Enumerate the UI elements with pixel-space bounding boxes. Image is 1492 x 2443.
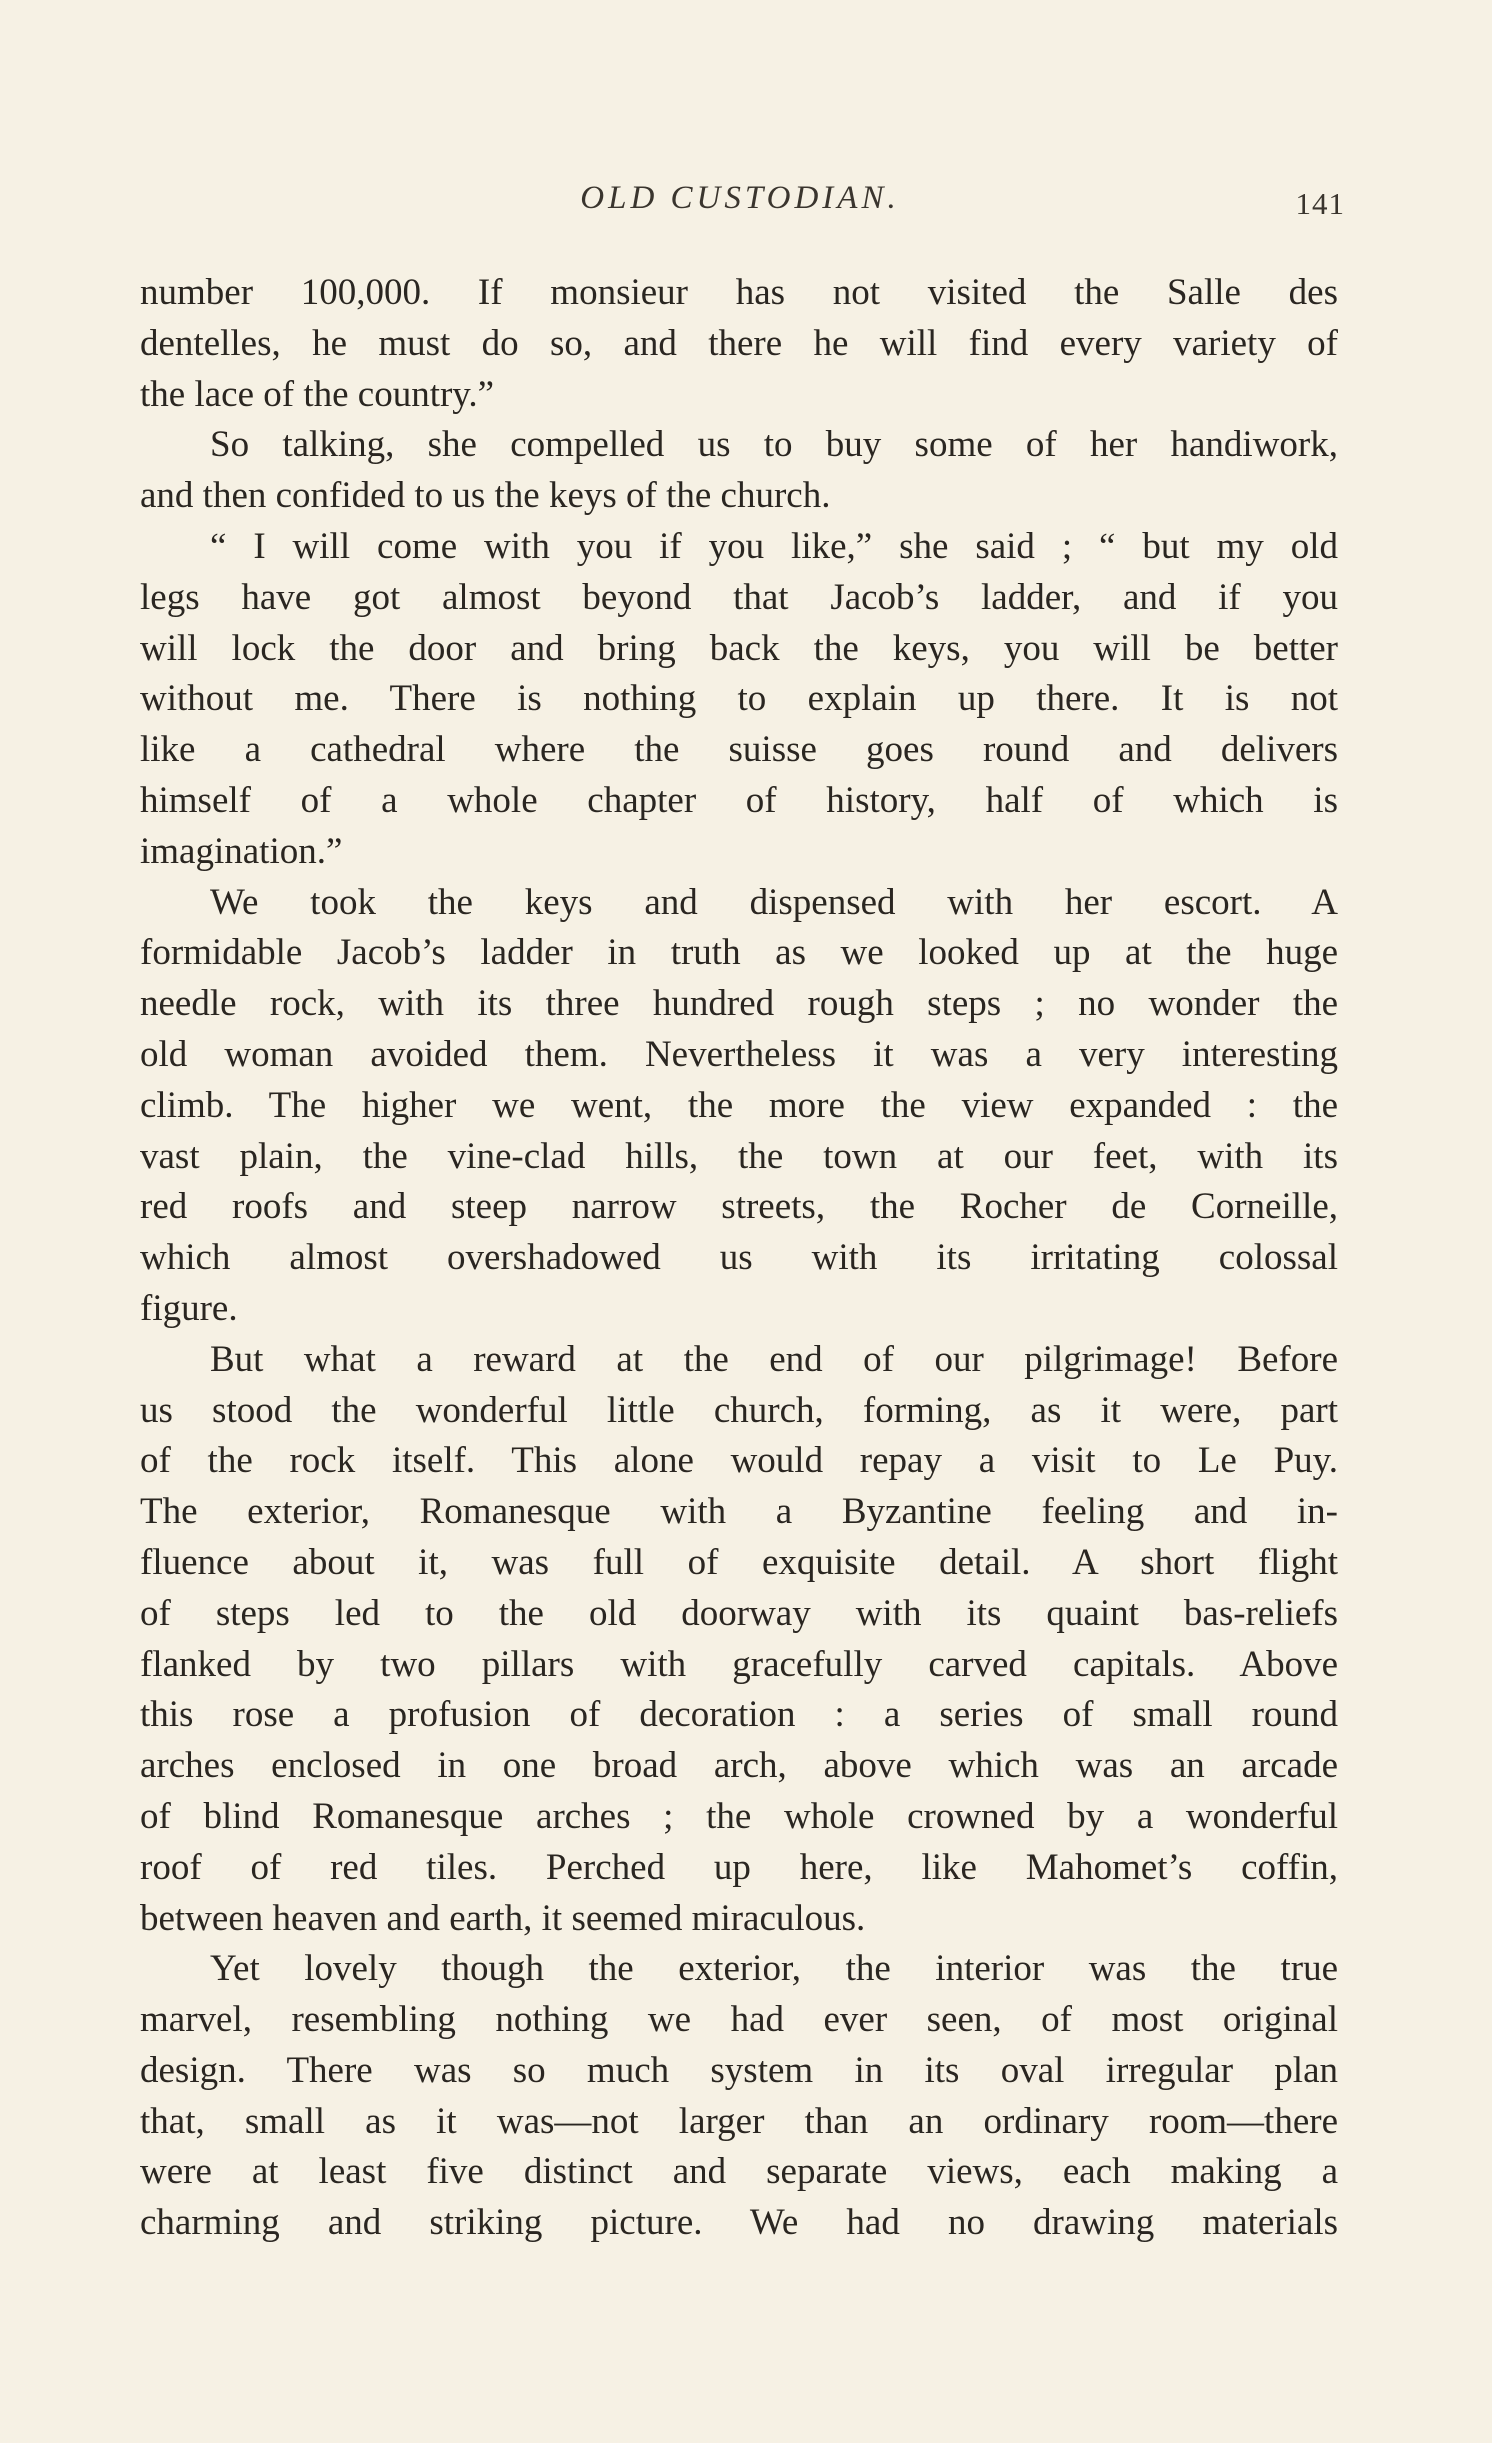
text-line: that, small as it was—not larger than an ordinary room—there (140, 2100, 1338, 2142)
text-line: We took the keys and dispensed with her escort. A (210, 881, 1338, 923)
text-line: figure. (140, 1287, 238, 1329)
body-text (140, 268, 1338, 2249)
text-line: of steps led to the old doorway with its quaint bas-reliefs (140, 1592, 1338, 1634)
text-line: and then confided to us the keys of the church. (140, 475, 831, 517)
text-line: The exterior, Romanesque with a Byzantine feeling and in- (140, 1491, 1338, 1533)
text-line: between heaven and earth, it seemed miraculous. (140, 1897, 866, 1939)
text-line: were at least five distinct and separate views, each making a (140, 2151, 1338, 2193)
text-line: But what a reward at the end of our pilgrimage! Before (210, 1338, 1338, 1380)
text-line: marvel, resembling nothing we had ever seen, of most original (140, 1999, 1338, 2041)
text-line: “ I will come with you if you like,” she said ; “ but my old (210, 525, 1338, 567)
text-line: himself of a whole chapter of history, half of which is (140, 779, 1338, 821)
text-line: of blind Romanesque arches ; the whole crowned by a wonderful (140, 1795, 1338, 1837)
text-line: Yet lovely though the exterior, the interior was the true (210, 1948, 1338, 1990)
text-line: arches enclosed in one broad arch, above which was an arcade (140, 1745, 1338, 1787)
text-line: roof of red tiles. Perched up here, like Mahomet’s coffin, (140, 1846, 1338, 1888)
text-line: which almost overshadowed us with its irritating colossal (140, 1237, 1338, 1279)
page-number: 141 (1295, 186, 1345, 221)
text-line: this rose a profusion of decoration : a series of small round (140, 1694, 1338, 1736)
text-line: needle rock, with its three hundred rough steps ; no wonder the (140, 983, 1338, 1025)
text-line: formidable Jacob’s ladder in truth as we looked up at the huge (140, 932, 1338, 974)
text-line: will lock the door and bring back the keys, you will be better (140, 627, 1338, 669)
text-line: vast plain, the vine-clad hills, the town at our feet, with its (140, 1135, 1338, 1177)
text-line: legs have got almost beyond that Jacob’s ladder, and if you (140, 576, 1338, 618)
text-line: old woman avoided them. Nevertheless it was a very interesting (140, 1033, 1338, 1075)
text-line: So talking, she compelled us to buy some of her handiwork, (210, 424, 1338, 466)
text-line: climb. The higher we went, the more the view expanded : the (140, 1084, 1338, 1126)
text-line: dentelles, he must do so, and there he will find every variety of (140, 322, 1338, 364)
text-line: red roofs and steep narrow streets, the Rocher de Corneille, (140, 1186, 1338, 1228)
text-line: fluence about it, was full of exquisite detail. A short flight (140, 1541, 1338, 1583)
text-line: charming and striking picture. We had no drawing materials (140, 2202, 1338, 2244)
text-line: of the rock itself. This alone would repay a visit to Le Puy. (140, 1440, 1338, 1482)
running-title: OLD CUSTODIAN. (580, 180, 900, 216)
text-line: the lace of the country.” (140, 373, 495, 415)
running-head (140, 180, 1345, 230)
text-line: design. There was so much system in its oval irregular plan (140, 2049, 1338, 2091)
text-line: us stood the wonderful little church, forming, as it were, part (140, 1389, 1338, 1431)
text-line: number 100,000. If monsieur has not visited the Salle des (140, 272, 1338, 313)
text-line: flanked by two pillars with gracefully carved capitals. Above (140, 1643, 1338, 1685)
text-line: imagination.” (140, 830, 343, 872)
text-line: like a cathedral where the suisse goes round and delivers (140, 729, 1338, 771)
text-line: without me. There is nothing to explain up there. It is not (140, 678, 1338, 720)
